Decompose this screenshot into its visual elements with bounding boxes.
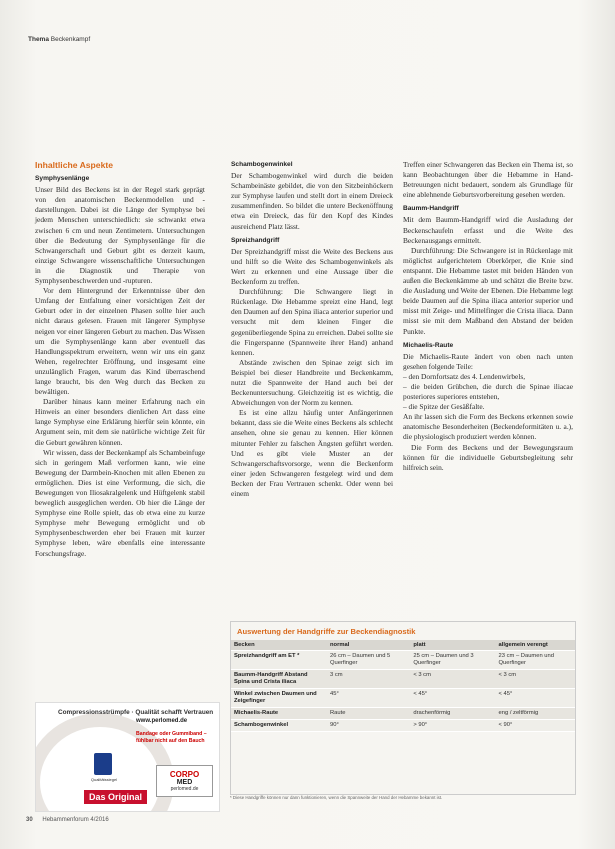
table-cell: 3 cm xyxy=(327,670,410,689)
advertisement[interactable] xyxy=(35,702,220,812)
table-cell: 26 cm – Daumen und 5 Querfinger xyxy=(327,651,410,670)
subheading-symphysenlaenge: Symphysenlänge xyxy=(35,175,90,183)
table-cell: < 45° xyxy=(496,689,575,708)
table-cell: < 90° xyxy=(496,720,575,732)
page-footer xyxy=(26,817,109,823)
brand-line-1: CORPO xyxy=(169,770,200,779)
subheading-spreizhandgriff: Spreizhandgriff xyxy=(231,236,280,244)
table-row xyxy=(231,651,575,670)
table-cell: < 3 cm xyxy=(410,670,495,689)
table-cell: drachenförmig xyxy=(410,708,495,720)
table-row xyxy=(231,689,575,708)
brand-line-3: perlomed.de xyxy=(170,786,199,792)
running-head xyxy=(28,36,90,43)
column-left xyxy=(35,160,205,559)
ad-url[interactable]: www.perlomed.de xyxy=(136,718,188,724)
paragraph: Abstände zwischen den Spinae zeigt sich im Beispiel bei dieser Handbreite und Beckenkamm, nutzt die Spannweite der Hand auch bei der Beckenuntersuchung. Gleichzeitig ist es wichtig, die Abweichungen von der Norm zu kennen. xyxy=(231,357,393,408)
paragraph: Der Schambogenwinkel wird durch die beiden Schambeinäste gebildet, die von den Sitzbeinhöckern zur Symphyse laufen und stellt dort in einem Dreieck zusammenfinden. So bildet die untere Beckenöffnung etwa ein Dreieck, das für den Kopf des Kindes ausreichend Platz lässt. xyxy=(231,171,393,231)
paragraph: Vor dem Hintergrund der Erkenntnisse über den Umfang der Entfaltung einer vorsichtigen Zeit der Geburt oder in der einzelnen Phasen sollte hier auch nicht daraus gelesen. Frauen mit längerer Symphyse neigen vor einer längeren Geburt zu machen. Das Wissen um die Symphysenlänge kann aber eventuell das Handlungsspektrum erweitern, wenn wir uns ein ganz Wehen, regelrechter Eröffnung, und insgesamt eine unzulänglich Fragen, warum das Kind überraschend lange braucht, bis den Weg durch das Becken zu bewältigen. xyxy=(35,286,205,397)
ad-tagline: Compressionsstrümpfe · Qualität schafft Vertrauen xyxy=(58,709,214,716)
evaluation-table xyxy=(231,640,575,732)
subheading-baumm-handgriff: Baumm-Handgriff xyxy=(403,205,459,213)
table-cell: < 45° xyxy=(410,689,495,708)
table-title: Auswertung der Handgriffe zur Beckendiagnostik xyxy=(237,627,416,636)
table-cell: Winkel zwischen Daumen und Zeigefinger xyxy=(231,689,327,708)
paragraph: Der Spreizhandgriff misst die Weite des Beckens aus und hilft so die Weite des Schambogenwinkels als Wert zu erkennen und eine Aussage über die Beckenform zu treffen. xyxy=(231,246,393,287)
table-cell: Michaelis-Raute xyxy=(231,708,327,720)
paragraph: Die Michaelis-Raute ändert von oben nach unten gesehen folgende Teile: xyxy=(403,351,573,371)
thema-label: Thema xyxy=(28,36,49,43)
paragraph: Durchführung: Die Schwangere ist in Rückenlage mit möglichst aufgerichtetem Oberkörper, die Knie sind entspannt. Die Hebamme tastet mit beiden Händen von außen die Beckenkämme ab und schätzt die Breite bzw. die Ausladung und Weite der Ebenen. Die Hebamme legt beide Daumen auf die Spina iliaca anterior superior und misst mit Zeige- und Mittelfinger die Crista iliaca. Dann misst sie mit dem Maßband den Abstand der beiden Punkte. xyxy=(403,245,573,336)
list-item: – die beiden Grübchen, die durch die Spinae iliacae posteriores superiores entstehen, xyxy=(403,381,573,402)
seal-text: Qualitätssiegel xyxy=(90,777,118,782)
column-right xyxy=(403,160,573,473)
table-row xyxy=(231,720,575,732)
magazine-name: Hebammenforum 4/2016 xyxy=(42,817,109,823)
brand-logo xyxy=(156,765,213,797)
subheading-schambogenwinkel: Schambogenwinkel xyxy=(231,161,293,168)
table-footnote: * Diese Handgriffe können nur dann funktionieren, wenn die Spannweite der Hand der Hebamme bekannt ist. xyxy=(230,795,443,800)
table-cell: 23 cm – Daumen und Querfinger xyxy=(496,651,575,670)
paragraph: An ihr lassen sich die Form des Beckens erkennen sowie anatomische Besonderheiten (Beckendeformitäten u. a.), die physiologisch produziert werden können. xyxy=(403,412,573,442)
shield-icon xyxy=(94,753,112,775)
section-heading: Inhaltliche Aspekte xyxy=(35,160,114,170)
paragraph: Wir wissen, dass der Beckenkampf als Schambeinfuge sich in geringem Maß verformen kann, wie eine Bewegung der Darmbein-Knochen mit allen Ebenen zu ermöglichen. Dies ist eine Verformung, die sich, die Bewegungen von Iliosakralgelenk und Hüftgelenk stabil beweglich ausgeglichen werden. Ob hier die Länge der Symphyse eine Rolle spielt, das ob etwa eine zu kurze Symphyse mehr Bewegung ermöglicht und ob Symphysenbeschwerden eher bei Frauen mit kurzer Symphyse leben, wäre ebenfalls eine interessante Forschungsfrage. xyxy=(35,447,205,558)
paragraph: Durchführung: Die Schwangere liegt in Rückenlage. Die Hebamme spreizt eine Hand, legt den Daumen auf den Spina iliaca anterior superior und versucht mit dem kleinen Finger die gegenüberliegende Spina zu erreichen. Dabei sollte sie die Fingerspanne (Spannweite ihrer Hand) anhand kennen. xyxy=(231,287,393,357)
paragraph: Die Form des Beckens und der Bewegungsraum können für die individuelle Geburtsbegleitung sehr hilfreich sein. xyxy=(403,442,573,472)
table-header-cell: normal xyxy=(327,640,410,651)
table-cell: 45° xyxy=(327,689,410,708)
table-row xyxy=(231,708,575,720)
table-cell: Raute xyxy=(327,708,410,720)
table-cell: Schambogenwinkel xyxy=(231,720,327,732)
paragraph: Darüber hinaus kann meiner Erfahrung nach ein Hinweis an einer besonders dienlichen Art dass eine lange Symphyse eine Erklärung hierfür sein könnte, ein Argument sein, mit dem sie natürliche wichtige Zeit für die Geburt gewähren können. xyxy=(35,397,205,447)
table-header-row xyxy=(231,640,575,651)
paragraph: Mit dem Baumm-Handgriff wird die Ausladung der Beckenschaufeln erfasst und die Weite des Beckenausgangs ermittelt. xyxy=(403,215,573,245)
original-badge: Das Original xyxy=(84,790,147,804)
table-row xyxy=(231,670,575,689)
brand-line-2: MED xyxy=(176,779,193,786)
evaluation-table-box xyxy=(230,621,576,795)
paragraph: Treffen einer Schwangeren das Becken ein Thema ist, so kann Beobachtungen über die Hebamme in Hand-Betreuungen nicht bedauert, sondern als Grundlage für eine ablehnende Geburtsvorbereitung gesehen werden. xyxy=(403,160,573,200)
table-cell: Baumm-Handgriff Abstand Spina und Crista iliaca xyxy=(231,670,327,689)
table-header-cell: platt xyxy=(410,640,495,651)
table-cell: > 90° xyxy=(410,720,495,732)
page-number: 30 xyxy=(26,817,33,823)
table-cell: Spreizhandgriff am ET * xyxy=(231,651,327,670)
table-header-cell: Becken xyxy=(231,640,327,651)
table-cell: 90° xyxy=(327,720,410,732)
thema-value: Beckenkampf xyxy=(50,36,91,43)
table-cell: eng / zeltförmig xyxy=(496,708,575,720)
column-middle xyxy=(231,160,393,499)
ad-note: Bandage oder Gummiband – fühlbar nicht auf den Bauch xyxy=(136,731,207,744)
table-header-cell: allgemein verengt xyxy=(496,640,575,651)
list-item: – den Dornfortsatz des 4. Lendenwirbels, xyxy=(403,371,526,381)
paragraph: Unser Bild des Beckens ist in der Regel stark geprägt von den anatomischen Beckenmodellen und -darstellungen. Dabei ist die Länge der Symphyse bei jedem Menschen unterschiedlich: sie schwankt etwa zwischen 6 cm und neun Zentimetern. Untersuchungen über die Bedeutung der Symphysenlänge für die Schwangerschaft und Geburt gibt es derzeit kaum, einzige Schwangere wissenschaftliche Untersuchungen in die Diagnostik und Therapie von Symphysenbeschwerden und -rupturen. xyxy=(35,185,205,286)
paragraph: Es ist eine allzu häufig unter Anfängerinnen bekannt, dass sie die Weite eines Beckens als schlecht ansehen, ohne sie genau zu kennen. Hier können mitunter Fehler zu falschen Ängsten geführt werden. Und es gibt viele Muster an der Schwangerschaftsvorsorge, wenn die Beckenform einer jeden Schwangeren festgelegt wird und dem Becken der Frau Vertrauen schenkt. Oder wenn bei einem xyxy=(231,408,393,498)
subheading-michaelis-raute: Michaelis-Raute xyxy=(403,341,454,349)
list-item: – die Spitze der Gesäßfalte. xyxy=(403,402,485,412)
table-cell: < 3 cm xyxy=(496,670,575,689)
table-cell: 25 cm – Daumen und 3 Querfinger xyxy=(410,651,495,670)
